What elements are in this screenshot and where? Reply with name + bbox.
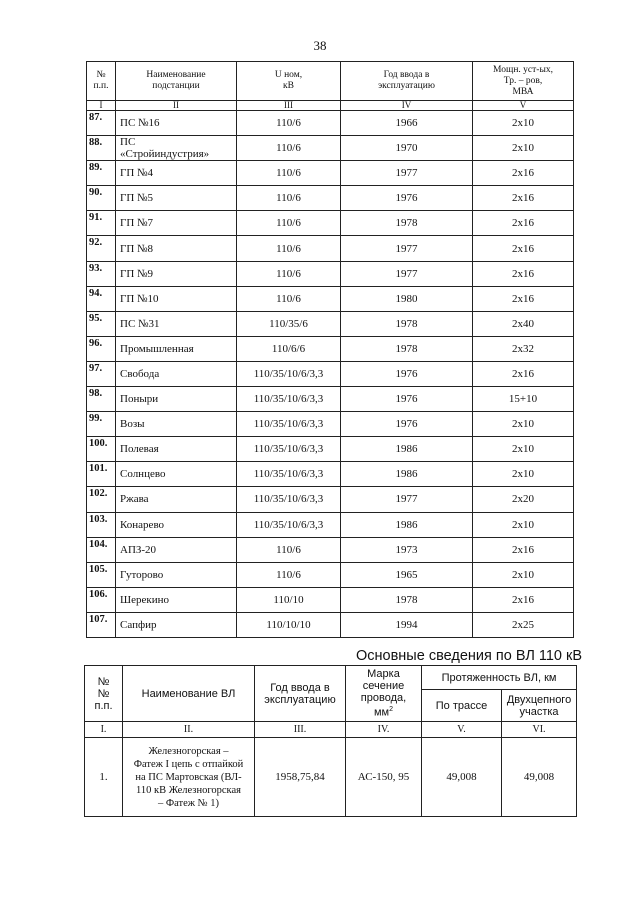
- power-cell: 2x16: [473, 161, 574, 186]
- lines-section-title: Основные сведения по ВЛ 110 кВ: [356, 648, 583, 664]
- line-route-length: 49,008: [422, 738, 502, 817]
- power-cell: 2x16: [473, 361, 574, 386]
- row-number: 87.: [87, 111, 116, 136]
- year-cell: 1976: [341, 361, 473, 386]
- year-cell: 1976: [341, 186, 473, 211]
- year-cell: 1977: [341, 236, 473, 261]
- row-number: 104.: [87, 537, 116, 562]
- substation-name: ПС №16: [116, 111, 237, 136]
- voltage-cell: 110/6: [237, 562, 341, 587]
- power-cell: 2x10: [473, 136, 574, 161]
- voltage-cell: 110/35/10/6/3,3: [237, 487, 341, 512]
- power-cell: 2x10: [473, 111, 574, 136]
- year-cell: 1977: [341, 261, 473, 286]
- year-cell: 1994: [341, 612, 473, 637]
- row-number: 106.: [87, 587, 116, 612]
- substation-name: ГП №9: [116, 261, 237, 286]
- year-cell: 1966: [341, 111, 473, 136]
- table-row: [87, 211, 574, 236]
- row-number: 89.: [87, 161, 116, 186]
- voltage-cell: 110/6: [237, 136, 341, 161]
- voltage-cell: 110/6: [237, 211, 341, 236]
- substation-name: Промышленная: [116, 336, 237, 361]
- substation-name: Сапфир: [116, 612, 237, 637]
- table-row: [87, 161, 574, 186]
- substation-name: Поныри: [116, 387, 237, 412]
- voltage-cell: 110/6: [237, 537, 341, 562]
- row-number: 96.: [87, 336, 116, 361]
- lines-header-route: По трассе: [422, 690, 502, 722]
- substation-name: ГП №5: [116, 186, 237, 211]
- table-row: [87, 286, 574, 311]
- table-row: [87, 236, 574, 261]
- row-number: 88.: [87, 136, 116, 161]
- table-row: [87, 136, 574, 161]
- table-row: [87, 261, 574, 286]
- header-voltage: U ном, кВ: [237, 62, 341, 101]
- power-cell: 2x40: [473, 311, 574, 336]
- line-number: 1.: [85, 738, 123, 817]
- header-year: Год ввода в эксплуатацию: [341, 62, 473, 101]
- line-name: Железногорская – Фатеж I цепь с отпайкой на ПС Мартовская (ВЛ- 110 кВ Железногорская – Фатеж № 1): [123, 738, 255, 817]
- line-wire: АС-150, 95: [346, 738, 422, 817]
- roman-numeral: II.: [123, 722, 255, 738]
- roman-numeral: IV.: [346, 722, 422, 738]
- year-cell: 1978: [341, 311, 473, 336]
- lines-header-year: Год ввода в эксплуатацию: [255, 666, 346, 722]
- page-number: 38: [313, 38, 327, 53]
- substation-name: Шерекино: [116, 587, 237, 612]
- voltage-cell: 110/35/6: [237, 311, 341, 336]
- row-number: 94.: [87, 286, 116, 311]
- roman-numeral: III.: [255, 722, 346, 738]
- voltage-cell: 110/6: [237, 236, 341, 261]
- voltage-cell: 110/35/10/6/3,3: [237, 361, 341, 386]
- table-row: [87, 311, 574, 336]
- voltage-cell: 110/6: [237, 261, 341, 286]
- row-number: 95.: [87, 311, 116, 336]
- voltage-cell: 110/6: [237, 186, 341, 211]
- voltage-cell: 110/6: [237, 161, 341, 186]
- year-cell: 1976: [341, 412, 473, 437]
- roman-numeral: I: [87, 101, 116, 111]
- lines-header-length: Протяженность ВЛ, км: [422, 666, 577, 690]
- voltage-cell: 110/35/10/6/3,3: [237, 512, 341, 537]
- row-number: 99.: [87, 412, 116, 437]
- table-row: [87, 186, 574, 211]
- table-row: [87, 336, 574, 361]
- voltage-cell: 110/35/10/6/3,3: [237, 437, 341, 462]
- substation-name: Полевая: [116, 437, 237, 462]
- row-number: 107.: [87, 612, 116, 637]
- header-num: № п.п.: [87, 62, 116, 101]
- line-double-length: 49,008: [502, 738, 577, 817]
- substation-name: Конарево: [116, 512, 237, 537]
- row-number: 101.: [87, 462, 116, 487]
- power-lines-table: [84, 665, 577, 817]
- substation-name: Ржава: [116, 487, 237, 512]
- substation-name: Свобода: [116, 361, 237, 386]
- substation-name: Солнцево: [116, 462, 237, 487]
- row-number: 90.: [87, 186, 116, 211]
- header-name: Наименование подстанции: [116, 62, 237, 101]
- substation-name: ГП №4: [116, 161, 237, 186]
- power-cell: 2x16: [473, 211, 574, 236]
- roman-numeral: III: [237, 101, 341, 111]
- year-cell: 1977: [341, 487, 473, 512]
- header-power: Мощн. уст-ых, Тр. – ров, МВА: [473, 62, 574, 101]
- table-row: [87, 562, 574, 587]
- power-cell: 2x16: [473, 537, 574, 562]
- roman-numeral: I.: [85, 722, 123, 738]
- lines-header-wire-sup: 2: [389, 706, 394, 714]
- table-row: [87, 111, 574, 136]
- table-row: [87, 487, 574, 512]
- power-cell: 2x20: [473, 487, 574, 512]
- voltage-cell: 110/10: [237, 587, 341, 612]
- voltage-cell: 110/6: [237, 286, 341, 311]
- year-cell: 1978: [341, 336, 473, 361]
- lines-header-wire: [346, 666, 422, 722]
- substations-table: [86, 61, 574, 638]
- power-cell: 2x32: [473, 336, 574, 361]
- row-number: 97.: [87, 361, 116, 386]
- roman-numeral: II: [116, 101, 237, 111]
- power-cell: 2x10: [473, 562, 574, 587]
- substation-name: ГП №7: [116, 211, 237, 236]
- row-number: 92.: [87, 236, 116, 261]
- substation-name: Гуторово: [116, 562, 237, 587]
- year-cell: 1977: [341, 161, 473, 186]
- power-cell: 2x16: [473, 186, 574, 211]
- year-cell: 1970: [341, 136, 473, 161]
- year-cell: 1978: [341, 211, 473, 236]
- power-cell: 2x10: [473, 512, 574, 537]
- table-row: [87, 412, 574, 437]
- power-cell: 2x10: [473, 412, 574, 437]
- substation-name: АПЗ-20: [116, 537, 237, 562]
- voltage-cell: 110/10/10: [237, 612, 341, 637]
- power-cell: 2x16: [473, 261, 574, 286]
- table-row: [87, 387, 574, 412]
- row-number: 98.: [87, 387, 116, 412]
- row-number: 103.: [87, 512, 116, 537]
- table-row: [85, 738, 577, 817]
- row-number: 105.: [87, 562, 116, 587]
- voltage-cell: 110/6: [237, 111, 341, 136]
- lines-header-wire-text: Марка сечение провода, мм: [360, 668, 407, 719]
- row-number: 93.: [87, 261, 116, 286]
- roman-numeral: V: [473, 101, 574, 111]
- year-cell: 1986: [341, 437, 473, 462]
- line-year: 1958,75,84: [255, 738, 346, 817]
- roman-numeral: V.: [422, 722, 502, 738]
- row-number: 102.: [87, 487, 116, 512]
- substation-name: Возы: [116, 412, 237, 437]
- voltage-cell: 110/35/10/6/3,3: [237, 462, 341, 487]
- power-cell: 2x10: [473, 437, 574, 462]
- power-cell: 2x10: [473, 462, 574, 487]
- power-cell: 15+10: [473, 387, 574, 412]
- table-row: [87, 361, 574, 386]
- power-cell: 2x16: [473, 286, 574, 311]
- table-row: [87, 612, 574, 637]
- substation-name: ГП №8: [116, 236, 237, 261]
- voltage-cell: 110/6/6: [237, 336, 341, 361]
- year-cell: 1976: [341, 387, 473, 412]
- roman-numeral: IV: [341, 101, 473, 111]
- year-cell: 1978: [341, 587, 473, 612]
- voltage-cell: 110/35/10/6/3,3: [237, 412, 341, 437]
- table-row: [87, 512, 574, 537]
- table-row: [87, 437, 574, 462]
- power-cell: 2x16: [473, 587, 574, 612]
- row-number: 91.: [87, 211, 116, 236]
- lines-header-name: Наименование ВЛ: [123, 666, 255, 722]
- roman-numeral: VI.: [502, 722, 577, 738]
- year-cell: 1980: [341, 286, 473, 311]
- power-cell: 2x25: [473, 612, 574, 637]
- substation-name: ПС №31: [116, 311, 237, 336]
- substation-name: ПС «Стройиндустрия»: [116, 136, 237, 161]
- lines-header-double: Двухцепного участка: [502, 690, 577, 722]
- lines-header-num: № № п.п.: [85, 666, 123, 722]
- power-cell: 2x16: [473, 236, 574, 261]
- table-row: [87, 587, 574, 612]
- year-cell: 1965: [341, 562, 473, 587]
- year-cell: 1986: [341, 462, 473, 487]
- table-row: [87, 537, 574, 562]
- row-number: 100.: [87, 437, 116, 462]
- year-cell: 1986: [341, 512, 473, 537]
- substation-name: ГП №10: [116, 286, 237, 311]
- table-row: [87, 462, 574, 487]
- year-cell: 1973: [341, 537, 473, 562]
- voltage-cell: 110/35/10/6/3,3: [237, 387, 341, 412]
